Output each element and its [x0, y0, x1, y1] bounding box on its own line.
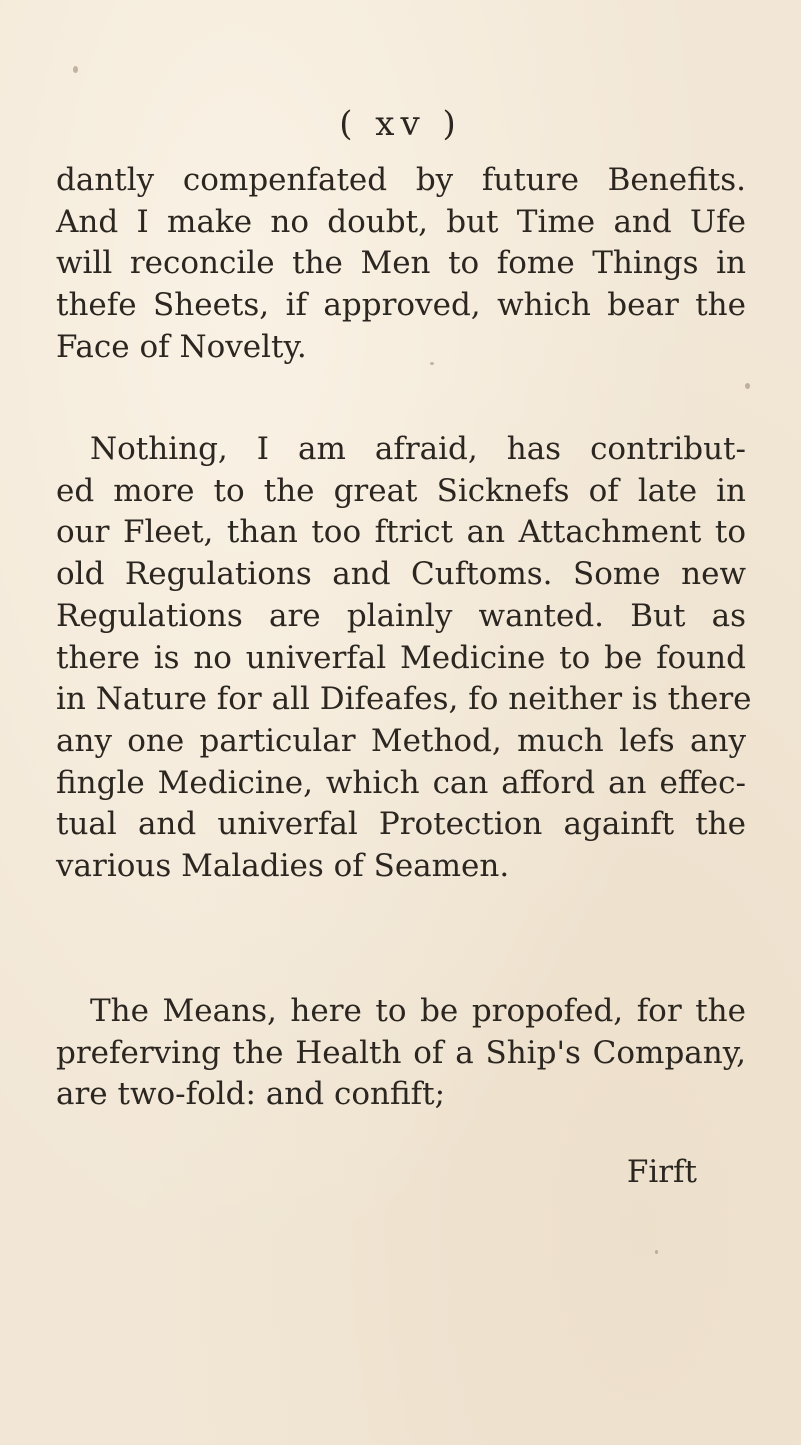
- paper-speck: [73, 66, 78, 73]
- text-line: various Maladies of Seamen.: [56, 848, 510, 885]
- text-line: are two-fold: and confift;: [56, 1076, 446, 1113]
- text-line: fingle Medicine, which can afford an effec-: [56, 764, 746, 801]
- text-line: ed more to the great Sicknefs of late in: [56, 472, 746, 509]
- paper-speck: [430, 362, 434, 365]
- paper-speck: [655, 1250, 658, 1254]
- text-line: there is no univerfal Medicine to be found: [56, 639, 746, 676]
- paragraph-2: [56, 429, 752, 888]
- text-line: Face of Novelty.: [56, 328, 307, 365]
- paragraph-3: [56, 991, 746, 1116]
- text-line: Regulations are plainly wanted. But as: [56, 597, 746, 634]
- text-line: our Fleet, than too ftrict an Attachment to: [56, 514, 746, 551]
- catchword: Firft: [626, 1154, 697, 1190]
- text-line: The Means, here to be propofed, for the: [90, 993, 746, 1029]
- text-line: preferving the Health of a Ship's Company,: [56, 1034, 746, 1071]
- text-line: thefe Sheets, if approved, which bear the: [56, 287, 746, 324]
- text-line: tual and univerfal Protection againft the: [56, 806, 746, 843]
- text-line: dantly compenfated by future Benefits.: [56, 162, 746, 198]
- text-line: old Regulations and Cuftoms. Some new: [56, 556, 746, 593]
- paragraph-1: [56, 160, 746, 369]
- paper-speck: [745, 383, 750, 389]
- running-head: ( xv ): [339, 104, 462, 144]
- text-line: any one particular Method, much lefs any: [56, 722, 746, 759]
- text-line: will reconcile the Men to fome Things in: [56, 245, 746, 282]
- text-line: And I make no doubt, but Time and Ufe: [56, 203, 746, 240]
- text-line: in Nature for all Difeafes, fo neither is there: [56, 681, 752, 718]
- text-line: Nothing, I am afraid, has contribut-: [90, 431, 746, 467]
